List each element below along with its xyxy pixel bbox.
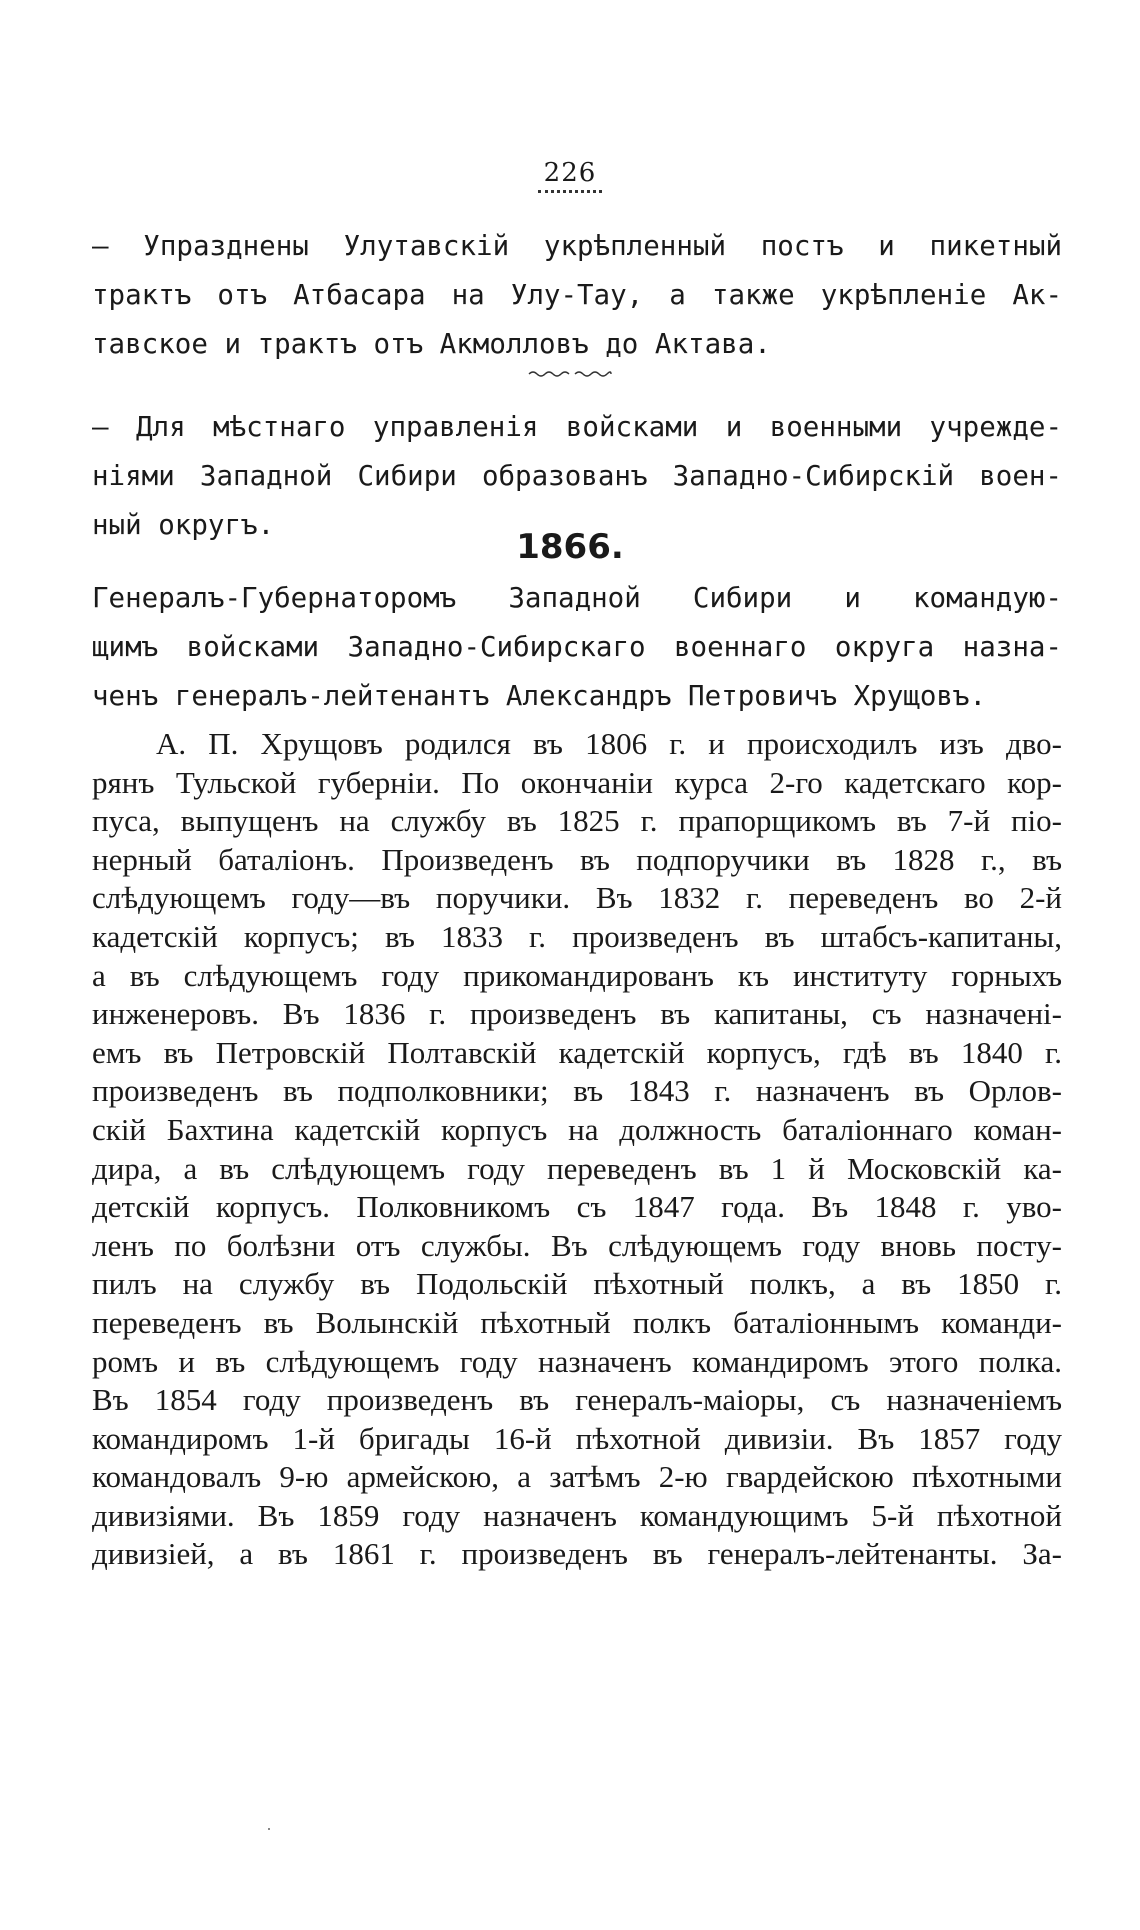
paragraph-line: трактъ отъ Атбасара на Улу-Тау, а также укрѣпленіе Ак- [92, 279, 1062, 311]
paragraph-line: емъ въ Петровскій Полтавскій кадетскій корпусъ, гдѣ въ 1840 г. [92, 1034, 1062, 1070]
paragraph-line: произведенъ въ подполковники; въ 1843 г. назначенъ въ Орлов- [92, 1073, 1062, 1109]
paragraph-line: ромъ и въ слѣдующемъ году назначенъ командиромъ этого полка. [92, 1343, 1062, 1379]
paragraph-line: ченъ генералъ-лейтенантъ Александръ Петровичъ Хрущовъ. [92, 680, 987, 712]
scan-speck [268, 1828, 270, 1830]
page-header [0, 158, 1140, 193]
paragraph-line: инженеровъ. Въ 1836 г. произведенъ въ капитаны, съ назначені- [92, 996, 1062, 1032]
year-heading: 1866. [516, 527, 624, 567]
paragraph-biography [92, 725, 1062, 1574]
paragraph-line: скій Бахтина кадетскій корпусъ на должность баталіоннаго коман- [92, 1111, 1062, 1147]
paragraph-line: Въ 1854 году произведенъ въ генералъ-маіоры, съ назначеніемъ [92, 1382, 1062, 1418]
paragraph-line: рянъ Тульской губерніи. По окончаніи курса 2-го кадетскаго кор- [92, 764, 1062, 800]
paragraph-line: А. П. Хрущовъ родился въ 1806 г. и происходилъ изъ дво- [156, 726, 1062, 761]
paragraph-line: ный округъ. [92, 509, 275, 541]
paragraph-line: ніями Западной Сибири образованъ Западно-Сибирскій воен- [92, 460, 1062, 492]
paragraph-line: дивизіей, а въ 1861 г. произведенъ въ генералъ-лейтенанты. За- [92, 1536, 1062, 1572]
paragraph-line: тавское и трактъ отъ Акмолловъ до Актава. [92, 328, 771, 360]
paragraph-line: слѣдующемъ году—въ поручики. Въ 1832 г. переведенъ во 2-й [92, 880, 1062, 916]
paragraph-line: командиромъ 1-й бригады 16-й пѣхотной дивизіи. Въ 1857 году [92, 1420, 1062, 1456]
paragraph-line: кадетскій корпусъ; въ 1833 г. произведенъ въ штабсъ-капитаны, [92, 918, 1062, 954]
wavy-line-icon [527, 368, 613, 380]
paragraph-line: командовалъ 9-ю армейскою, а затѣмъ 2-ю гвардейскою пѣхотными [92, 1459, 1062, 1495]
paragraph-line: Генералъ-Губернаторомъ Западной Сибири и командую- [92, 582, 1062, 614]
paragraph-line: пуса, выпущенъ на службу въ 1825 г. прапорщикомъ въ 7-й піо- [92, 803, 1062, 839]
paragraph-line: ленъ по болѣзни отъ службы. Въ слѣдующемъ году вновь посту- [92, 1227, 1062, 1263]
paragraph-line: детскій корпусъ. Полковникомъ съ 1847 года. Въ 1848 г. уво- [92, 1189, 1062, 1225]
paragraph-line: щимъ войсками Западно-Сибирскаго военнаго округа назна- [92, 631, 1062, 663]
paragraph-line: дивизіями. Въ 1859 году назначенъ командующимъ 5-й пѣхотной [92, 1497, 1062, 1533]
paragraph-line: дира, а въ слѣдующемъ году переведенъ въ 1 й Московскій ка- [92, 1150, 1062, 1186]
paragraph-abolition [92, 222, 1062, 369]
wavy-divider-ornament [0, 365, 1140, 384]
paragraph-line: нерный баталіонъ. Произведенъ въ подпоручики въ 1828 г., въ [92, 841, 1062, 877]
paragraph-governor-appointment [92, 574, 1062, 721]
paragraph-line: — Упразднены Улутавскій укрѣпленный постъ и пикетный [92, 230, 1062, 262]
paragraph-line: переведенъ въ Волынскій пѣхотный полкъ баталіоннымъ команди- [92, 1304, 1062, 1340]
page-number: 226 [538, 158, 603, 193]
paragraph-line: а въ слѣдующемъ году прикомандированъ къ институту горныхъ [92, 957, 1062, 993]
paragraph-line: — Для мѣстнаго управленія войсками и военными учрежде- [92, 411, 1062, 443]
paragraph-line: пилъ на службу въ Подольскій пѣхотный полкъ, а въ 1850 г. [92, 1266, 1062, 1302]
